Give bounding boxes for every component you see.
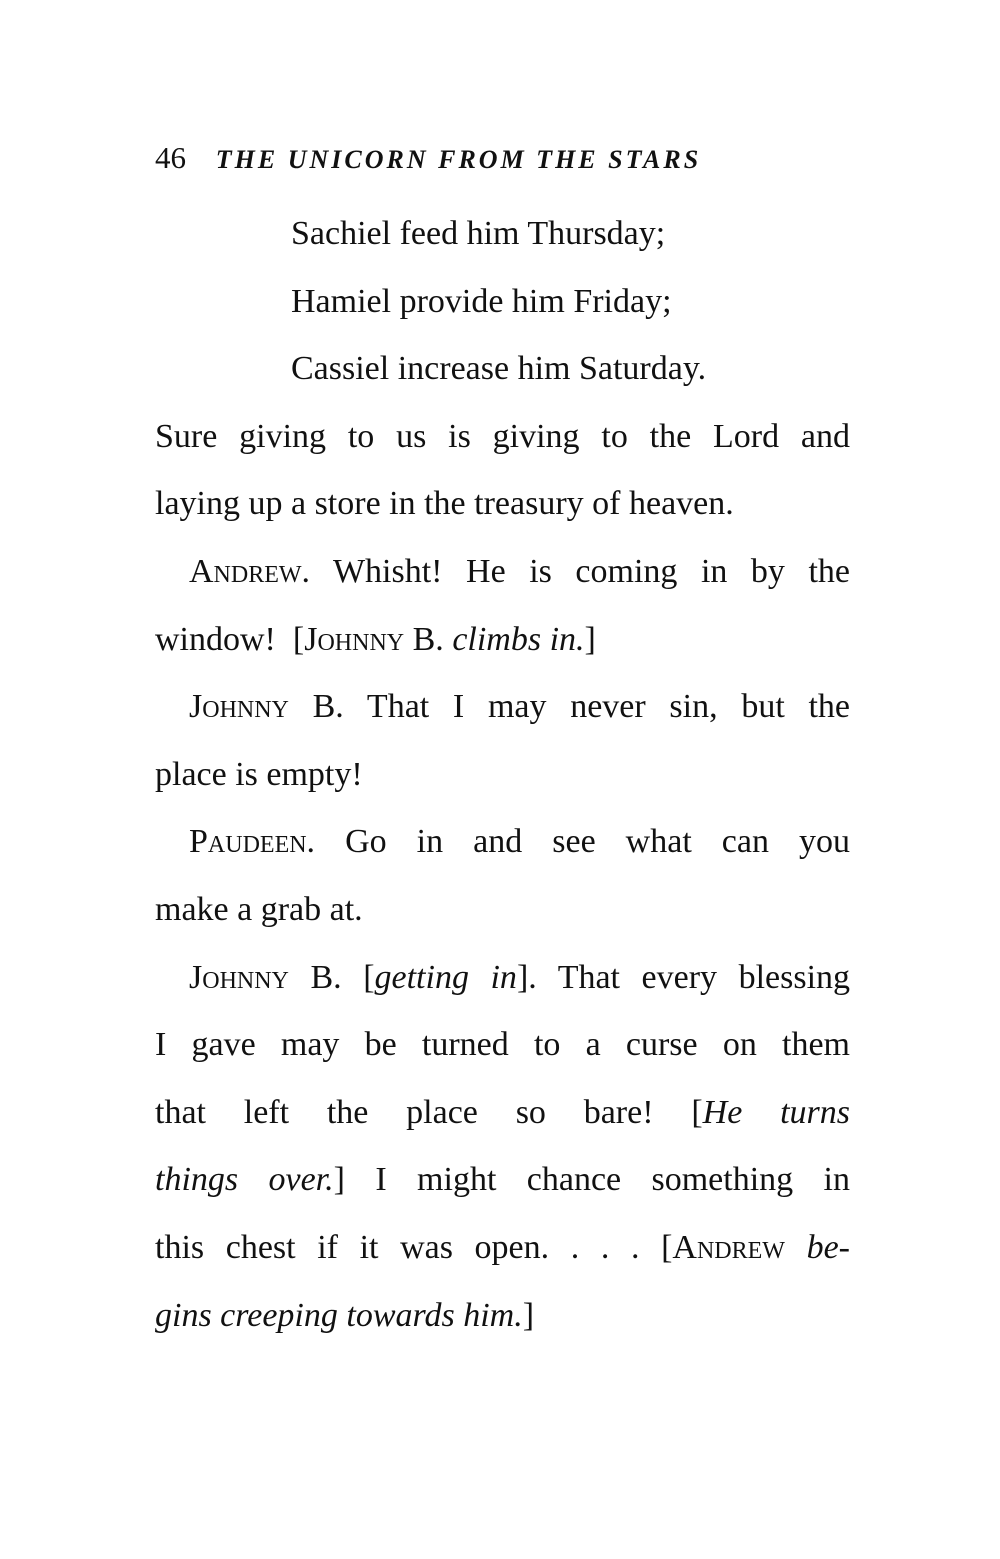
stage-direction-bracket: ].	[516, 958, 537, 996]
running-title: THE UNICORN FROM THE STARS	[215, 145, 702, 174]
johnny-speech-line: I gave may be turned to a curse on them	[155, 1026, 850, 1064]
speech-text: that left the place so bare!	[155, 1093, 654, 1131]
speech-text: That every blessing	[557, 958, 851, 996]
stage-direction-bracket: [	[363, 958, 375, 996]
speech-text: That I may never sin, but the	[366, 688, 851, 726]
johnny-speech-line	[155, 1214, 850, 1282]
speaker-name: Andrew.	[189, 552, 311, 590]
speech-text: this chest if it was open. . . .	[155, 1228, 640, 1266]
speech-text: window!	[155, 620, 276, 658]
andrew-speech-line	[155, 606, 850, 674]
stage-direction-bracket: [	[691, 1093, 703, 1131]
speaker-name: Paudeen.	[189, 823, 316, 861]
stage-direction-bracket: ]	[522, 1296, 535, 1334]
johnny-speech-line: place is empty!	[155, 755, 363, 793]
andrew-speech-line	[155, 538, 850, 606]
verse-line: Cassiel increase him Saturday.	[291, 350, 707, 388]
speech-text: Go in and see what can you	[345, 823, 851, 861]
speech-text: Whisht! He is coming in by the	[332, 552, 850, 590]
verse-line: Sachiel feed him Thursday;	[291, 215, 666, 252]
direction-speaker: Andrew	[672, 1228, 785, 1266]
speaker-name: Johnny	[189, 688, 289, 726]
speaker-initial: B.	[310, 958, 342, 996]
paudeen-speech-line: make a grab at.	[155, 890, 363, 928]
verse-line: Hamiel provide him Friday;	[291, 282, 672, 320]
page-header	[155, 138, 855, 178]
johnny-speech-line	[155, 944, 850, 1012]
stage-direction: getting in	[374, 958, 517, 996]
stage-direction-bracket: ]	[584, 620, 596, 658]
paudeen-speech-line	[155, 808, 850, 876]
direction-speaker: Johnny	[304, 620, 405, 658]
johnny-speech-line	[155, 1146, 850, 1214]
prose-line: laying up a store in the treasury of heaven.	[155, 485, 734, 523]
stage-direction-bracket: ]	[333, 1161, 345, 1199]
speaker-initial: B.	[312, 688, 344, 726]
stage-direction-bracket: [	[292, 620, 305, 658]
prose-line: Sure giving to us is giving to the Lord and	[155, 417, 850, 455]
speech-text: I might chance something in	[375, 1161, 850, 1199]
johnny-speech-line	[155, 1282, 850, 1350]
body-text	[155, 200, 850, 1349]
stage-direction: be-	[806, 1228, 850, 1266]
stage-direction: gins creeping towards him.	[155, 1296, 523, 1334]
speaker-name: Johnny	[189, 958, 289, 996]
stage-direction: climbs in.	[452, 620, 585, 658]
page-number: 46	[155, 140, 186, 175]
direction-speaker-initial: B.	[412, 620, 444, 658]
stage-direction: He turns	[702, 1093, 850, 1131]
johnny-speech-line	[155, 1079, 850, 1147]
stage-direction: things over.	[155, 1161, 334, 1199]
stage-direction-bracket: [	[661, 1228, 673, 1266]
johnny-speech-line	[155, 673, 850, 741]
